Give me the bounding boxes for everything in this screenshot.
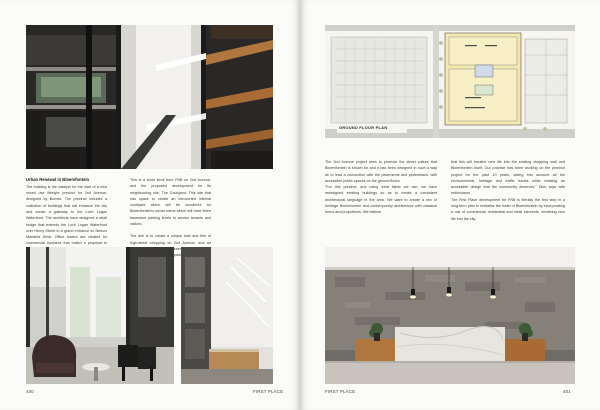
atrium-photo: [26, 25, 273, 169]
left-col1-body: The building is the catalyst for the start of a new mixed use lifestyle precinct for 2nd Avenue, designed by Bomax. The precinct includes a collection of buildings that will enhance the city and create a gateway to the Loch Logan Waterfront. The architects have designed a retail bridge that extends the Loch Logan Waterfront over Henry Street to a grand entrance on Nelson Mandela Drive. Office towers are created for commercial business that match a proposal to: [26, 184, 107, 246]
left-running-footer: FIRST PLACE: [253, 389, 284, 394]
left-page: [0, 0, 299, 410]
ground-floor-plan: [325, 25, 575, 138]
right-page: [301, 0, 600, 410]
right-running-footer: FIRST PLACE: [325, 389, 356, 394]
article-title: Urban Renewal in Bloemfontein: [26, 177, 90, 182]
reception-atrium-photo: [181, 247, 273, 384]
right-text-column-2: [451, 159, 565, 222]
left-col2-body: This is a short stroll from FNB on 2nd Avenue, and the proposed development for its neighbouring site, The Courtyard. This site that has space to create an introverted internal courtyard which will be wonderful for Bloemfontein's social scene which will have three basement parking levels to service tenants and visitors.: [130, 178, 211, 227]
lobby-photo: [26, 247, 174, 384]
left-text-column-1: [26, 177, 107, 253]
right-col1-body-b: "For this precinct, and using what fabric we can, we have redesigned existing buildings so as to create a consistent architectural language in the area. We want to create a mix of heritage Bloemfontein and contemporary architecture with classical forms and proportions. We believe: [325, 185, 437, 215]
left-page-number: 400: [26, 389, 34, 394]
right-text-column-1: [325, 159, 437, 216]
plan-label: GROUND FLOOR PLAN: [339, 125, 388, 130]
right-page-number: 401: [563, 389, 571, 394]
right-col1-body: The 2nd Avenue project aims to promote the street culture that Bloemfontein is known for and it has been designed in such a way as to lead a connection with the pavements and pedestrians, with accessible public spaces on the ground floors.: [325, 160, 437, 183]
reception-desk-photo: [325, 247, 575, 384]
left-col2-body-b: The aim is to create a unique look and feel of high-street shopping on 2nd Avenue, and an experience parking: [130, 234, 211, 258]
right-col2-body: that this will breathe new life into the existing shopping mall and Bloemfontein itself. Our practice has been working on the precinct project for the past 10 years, taking into account all the environmental, heritage and traffic issues while creating an accessible design that the community deserves," Dion says with enthusiasm.: [451, 160, 565, 196]
right-col2-body-b: The First Place development for FNB is literally the first step in a long-term plan to revitalise the heart of Bloemfontein by incorporating a mix of commercial, residential and retail elements, breathing new life into the city.: [451, 197, 565, 221]
